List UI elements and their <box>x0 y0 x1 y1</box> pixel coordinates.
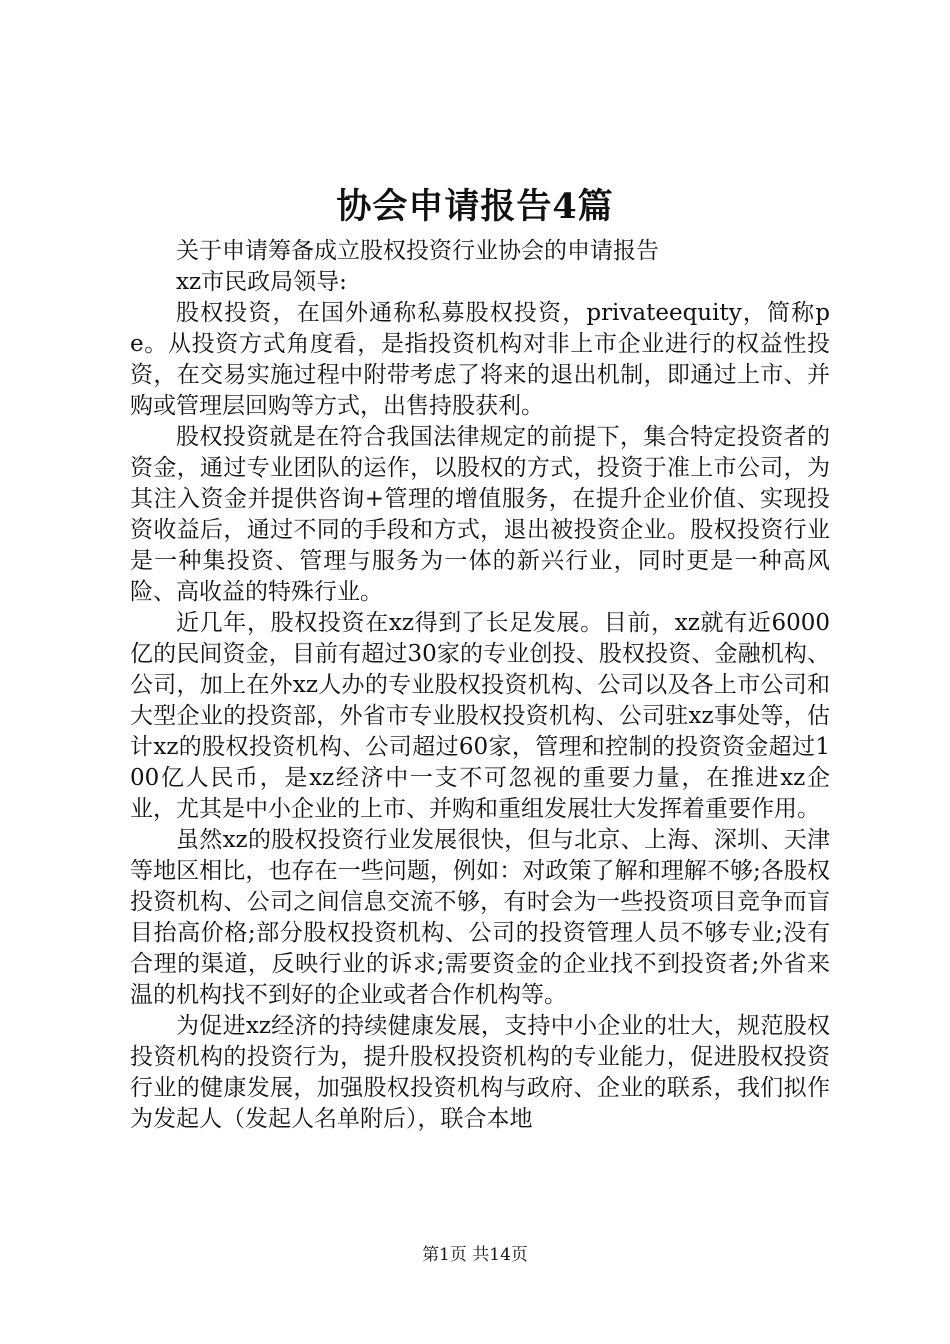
paragraph-2: 股权投资就是在符合我国法律规定的前提下，集合特定投资者的资金，通过专业团队的运作，以股权的方式，投资于准上市公司，为其注入资金并提供咨询+管理的增值服务，在提升企业价值、实现投资收益后，通过不同的手段和方式，退出被投资企业。股权投资行业是一种集投资、管理与服务为一体的新兴行业，同时更是一种高风险、高收益的特殊行业。 <box>130 424 830 605</box>
paragraph-3: 近几年，股权投资在xz得到了长足发展。目前，xz就有近6000亿的民间资金，目前有超过30家的专业创投、股权投资、金融机构、公司，加上在外xz人办的专业股权投资机构、公司以及各上市公司和大型企业的投资部，外省市专业股权投资机构、公司驻xz事处等，估计xz的股权投资机构、公司超过60家，管理和控制的投资资金超过100亿人民币，是xz经济中一支不可忽视的重要力量，在推进xz企业，尤其是中小企业的上市、并购和重组发展壮大发挥着重要作用。 <box>130 610 830 822</box>
paragraph-5: 为促进xz经济的持续健康发展，支持中小企业的壮大，规范股权投资机构的投资行为，提升股权投资机构的专业能力，促进股权投资行业的健康发展，加强股权投资机构与政府、企业的联系，我们拟作为发起人（发起人名单附后），联合本地 <box>130 1013 830 1132</box>
paragraph-4: 虽然xz的股权投资行业发展很快，但与北京、上海、深圳、天津等地区相比，也存在一些问题，例如：对政策了解和理解不够;各股权投资机构、公司之间信息交流不够，有时会为一些投资项目竞争而盲目抬高价格;部分股权投资机构、公司的投资管理人员不够专业;没有合理的渠道，反映行业的诉求;需要资金的企业找不到投资者;外省来温的机构找不到好的企业或者合作机构等。 <box>130 827 830 1008</box>
document-title: 协会申请报告4篇 <box>336 186 614 227</box>
paragraph-subject: 关于申请筹备成立股权投资行业协会的申请报告 <box>176 238 659 264</box>
paragraph-salutation: xz市民政局领导: <box>176 269 347 295</box>
paragraph-1: 股权投资，在国外通称私募股权投资，privateequity，简称pe。从投资方式角度看，是指投资机构对非上市企业进行的权益性投资，在交易实施过程中附带考虑了将来的退出机制，即通过上市、并购或管理层回购等方式，出售持股获利。 <box>130 300 830 419</box>
page-footer: 第1页 共14页 <box>422 1245 528 1265</box>
document-body <box>130 236 830 1135</box>
